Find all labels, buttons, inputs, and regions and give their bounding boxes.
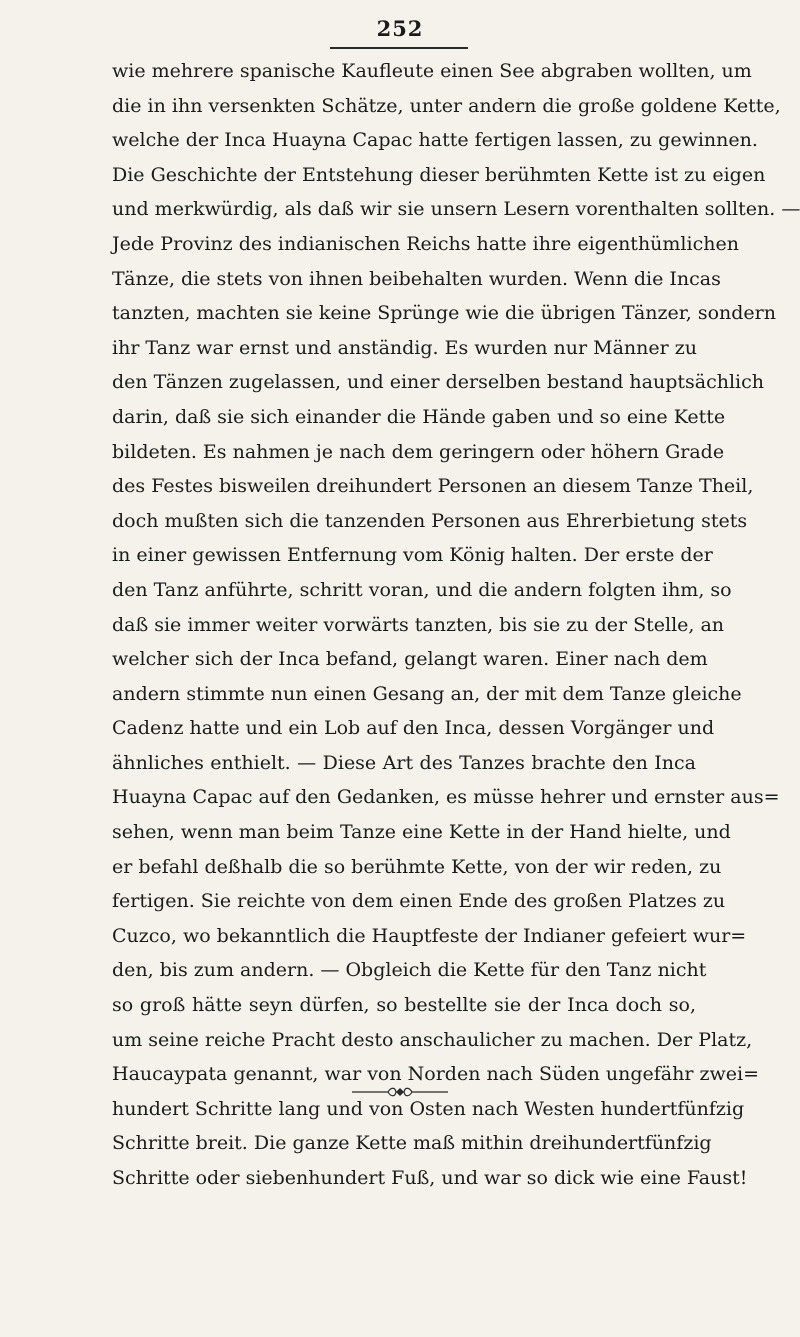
text-line: und merkwürdig, als daß wir sie unsern Lesern vorenthalten sollten. —	[112, 198, 800, 221]
text-line: den, bis zum andern. — Obgleich die Kette für den Tanz nicht	[112, 959, 707, 982]
page-number: 252	[376, 16, 424, 41]
text-line: wie mehrere spanische Kaufleute einen See abgraben wollten, um	[112, 60, 752, 82]
text-line: er befahl deßhalb die so berühmte Kette, von der wir reden, zu	[112, 855, 722, 878]
text-line: Tänze, die stets von ihnen beibehalten wurden. Wenn die Incas	[112, 267, 721, 290]
text-line: welcher sich der Inca befand, gelangt waren. Einer nach dem	[112, 648, 708, 671]
text-line: ihr Tanz war ernst und anständig. Es wurden nur Männer zu	[112, 336, 698, 359]
text-line: daß sie immer weiter vorwärts tanzten, bis sie zu der Stelle, an	[112, 613, 725, 636]
text-line: den Tanz anführte, schritt voran, und die andern folgten ihm, so	[112, 578, 732, 601]
text-line: die in ihn versenkten Schätze, unter andern die große goldene Kette,	[112, 94, 781, 117]
text-line: Schritte oder siebenhundert Fuß, und war so dick wie eine Faust!	[112, 1167, 748, 1189]
text-line: Die Geschichte der Entstehung dieser berühmten Kette ist zu eigen	[112, 163, 766, 186]
text-line: Haucaypata genannt, war von Norden nach Süden ungefähr zwei=	[112, 1063, 760, 1086]
tailpiece-ornament-icon	[0, 1083, 800, 1102]
text-line: andern stimmte nun einen Gesang an, der mit dem Tanze gleiche	[112, 682, 742, 705]
text-line: darin, daß sie sich einander die Hände gaben und so eine Kette	[112, 405, 726, 428]
text-line: Cuzco, wo bekanntlich die Hauptfeste der Indianer gefeiert wur=	[112, 924, 747, 947]
text-line: doch mußten sich die tanzenden Personen aus Ehrerbietung stets	[112, 509, 748, 532]
text-line: Schritte breit. Die ganze Kette maß mithin dreihundertfünfzig	[112, 1132, 712, 1155]
text-line: sehen, wenn man beim Tanze eine Kette in der Hand hielte, und	[112, 821, 731, 844]
body-text	[112, 54, 800, 1196]
text-line: hundert Schritte lang und von Osten nach Westen hundertfünfzig	[112, 1097, 745, 1120]
text-line: tanzten, machten sie keine Sprünge wie die übrigen Tänzer, sondern	[112, 302, 776, 325]
text-line: Huayna Capac auf den Gedanken, es müsse hehrer und ernster aus=	[112, 786, 780, 809]
text-line: Jede Provinz des indianischen Reichs hatte ihre eigenthümlichen	[112, 232, 739, 255]
text-line: um seine reiche Pracht desto anschaulicher zu machen. Der Platz,	[112, 1028, 753, 1051]
text-line: des Festes bisweilen dreihundert Personen an diesem Tanze Theil,	[112, 475, 754, 498]
text-line: ähnliches enthielt. — Diese Art des Tanzes brachte den Inca	[112, 751, 696, 774]
text-line: welche der Inca Huayna Capac hatte fertigen lassen, zu gewinnen.	[112, 129, 758, 152]
header-rule	[330, 47, 468, 49]
text-line: fertigen. Sie reichte von dem einen Ende des großen Platzes zu	[112, 890, 726, 913]
text-line: so groß hätte seyn dürfen, so bestellte sie der Inca doch so,	[112, 994, 696, 1017]
text-line: bildeten. Es nahmen je nach dem geringern oder höhern Grade	[112, 440, 725, 463]
text-line: Cadenz hatte und ein Lob auf den Inca, dessen Vorgänger und	[112, 717, 715, 740]
text-line: in einer gewissen Entfernung vom König halten. Der erste der	[112, 544, 713, 567]
text-line: den Tänzen zugelassen, und einer derselben bestand hauptsächlich	[112, 371, 765, 394]
